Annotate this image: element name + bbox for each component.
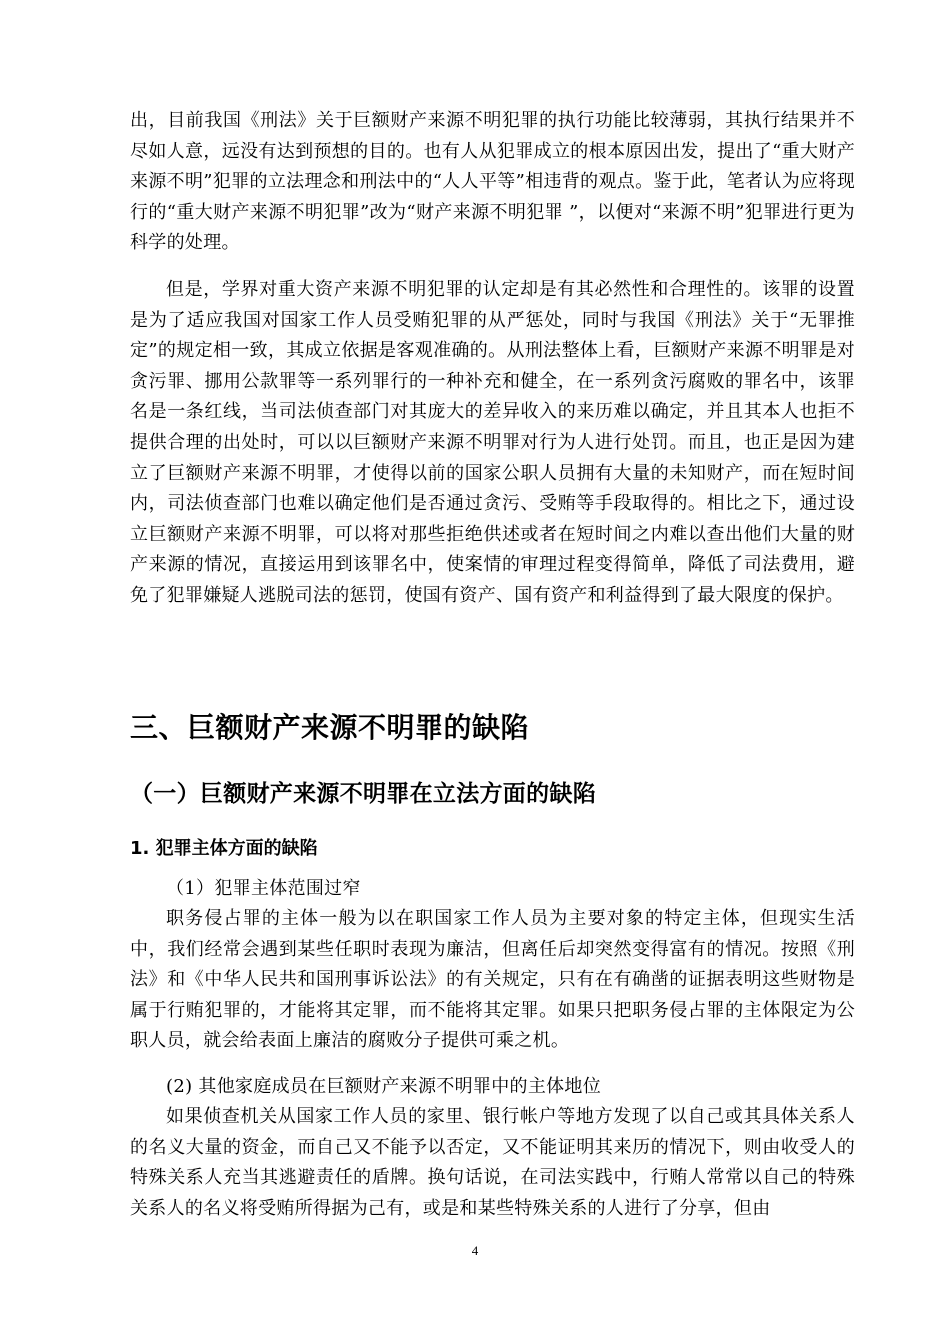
paragraph-subject-scope: 职务侵占罪的主体一般为以在职国家工作人员为主要对象的特定主体，但现实生活中，我们经常会遇到某些任职时表现为廉洁，但离任后却突然变得富有的情况。按照《刑法》和《中华人民共和国刑事诉讼法》的有关规定，只有在有确凿的证据表明这些财物是属于行贿犯罪的，才能将其定罪，而不能将其定罪。如果只把职务侵占罪的主体限定为公职人员，就会给表面上廉洁的腐败分子提供可乘之机。 bbox=[130, 908, 855, 1052]
paragraph-rationale: 但是，学界对重大资产来源不明犯罪的认定却是有其必然性和合理性的。该罪的设置是为了适应我国对国家工作人员受贿犯罪的从严惩处，同时与我国《刑法》关于“无罪推定”的规定相一致，其成立依据是客观准确的。从刑法整体上看，巨额财产来源不明罪是对贪污罪、挪用公款罪等一系列罪行的一种补充和健全，在一系列贪污腐败的罪名中，该罪名是一条红线，当司法侦查部门对其庞大的差异收入的来历难以确定，并且其本人也拒不提供合理的出处时，可以以巨额财产来源不明罪对行为人进行处罚。而且，也正是因为建立了巨额财产来源不明罪，才使得以前的国家公职人员拥有大量的未知财产，而在短时间内，司法侦查部门也难以确定他们是否通过贪污、受贿等手段取得的。相比之下，通过设立巨额财产来源不明罪，可以将对那些拒绝供述或者在短时间之内难以查出他们大量的财产来源的情况，直接运用到该罪名中，使案情的审理过程变得简单，降低了司法费用，避免了犯罪嫌疑人逃脱司法的惩罚，使国有资产、国有资产和利益得到了最大限度的保护。 bbox=[130, 279, 855, 606]
item-heading-narrow-scope: （1）犯罪主体范围过窄 bbox=[166, 878, 361, 899]
paragraph-continuation: 出，目前我国《刑法》关于巨额财产来源不明犯罪的执行功能比较薄弱，其执行结果并不尽如人意，远没有达到预想的目的。也有人从犯罪成立的根本原因出发，提出了“重大财产来源不明”犯罪的立法理念和刑法中的“人人平等”相违背的观点。鉴于此，笔者认为应将现行的“重大财产来源不明犯罪”改为“财产来源不明犯罪 ”，以便对“来源不明”犯罪进行更为科学的处理。 bbox=[130, 110, 855, 254]
paragraph-family-members: 如果侦查机关从国家工作人员的家里、银行帐户等地方发现了以自己或其具体关系人的名义大量的资金，而自己又不能予以否定，又不能证明其来历的情况下，则由收受人的特殊关系人充当其逃避责任的盾牌。换句话说，在司法实践中，行贿人常常以自己的特殊关系人的名义将受贿所得据为己有，或是和某些特殊关系的人进行了分享，但由 bbox=[130, 1106, 855, 1219]
page-number: 4 bbox=[471, 1243, 479, 1258]
section-heading: 三、巨额财产来源不明罪的缺陷 bbox=[130, 711, 530, 744]
subsection-heading: （一）巨额财产来源不明罪在立法方面的缺陷 bbox=[130, 781, 596, 807]
item-heading-family-members: (2) 其他家庭成员在巨额财产来源不明罪中的主体地位 bbox=[166, 1076, 602, 1097]
subsubsection-heading: 1. 犯罪主体方面的缺陷 bbox=[130, 838, 318, 859]
